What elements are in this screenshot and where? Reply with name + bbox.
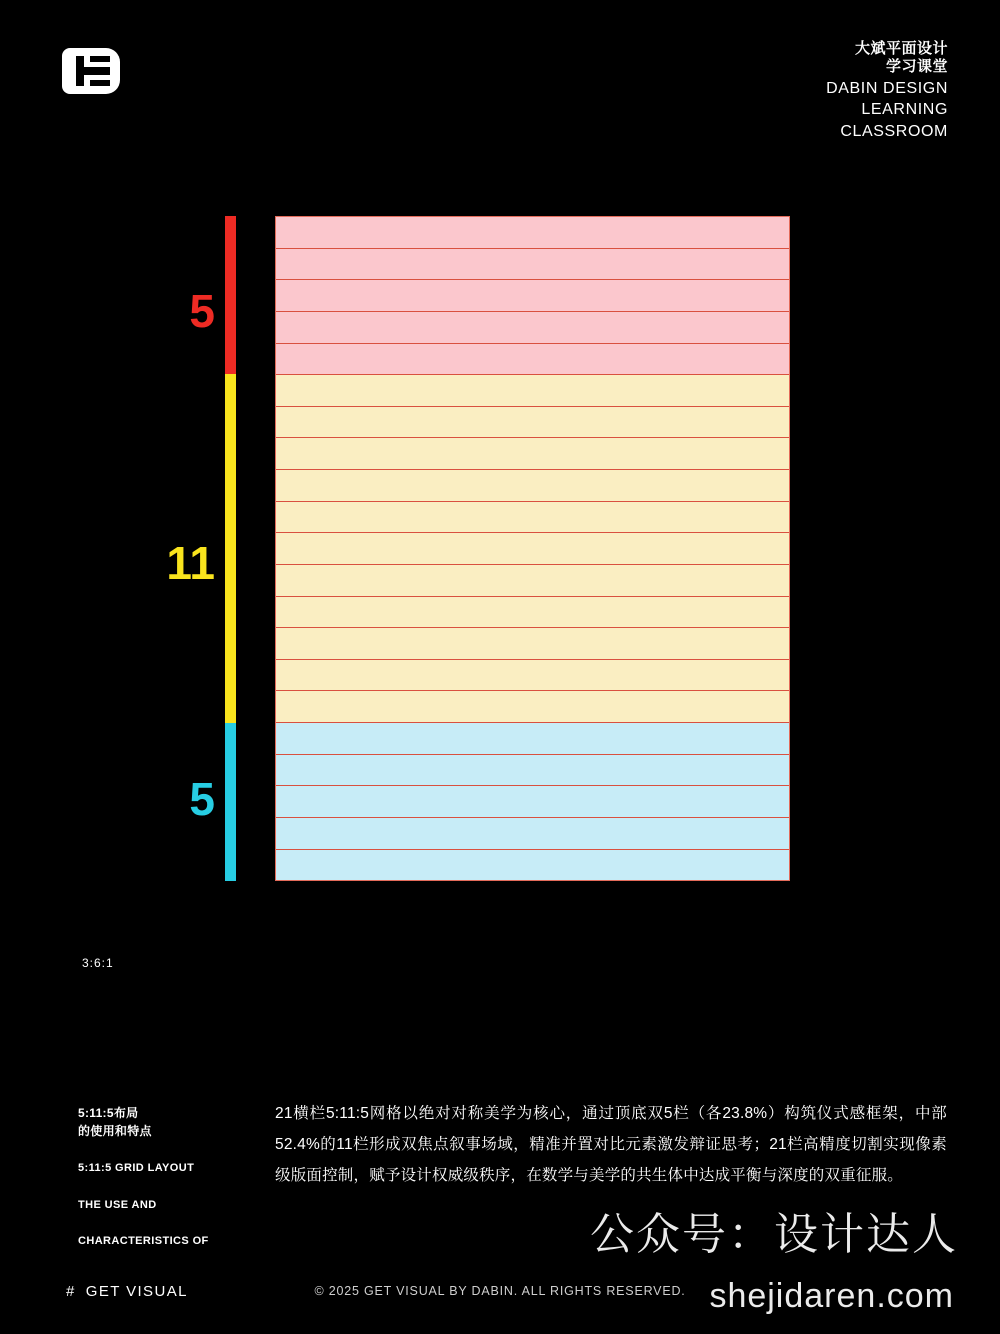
logo-cut-lower bbox=[90, 80, 110, 86]
header-brand-block bbox=[826, 40, 948, 141]
grid-row bbox=[276, 597, 789, 629]
watermark-sub: shejidaren.com bbox=[709, 1277, 954, 1315]
grid-row bbox=[276, 217, 789, 249]
header-en-line-1: DABIN DESIGN bbox=[826, 79, 948, 97]
brand-logo bbox=[62, 48, 120, 94]
grid-row bbox=[276, 375, 789, 407]
grid-row bbox=[276, 723, 789, 755]
header-en-line-3: CLASSROOM bbox=[840, 122, 948, 140]
grid-row bbox=[276, 628, 789, 660]
side-caption-en-line-2: THE USE AND bbox=[78, 1198, 157, 1211]
label-bottom-section: 5 bbox=[189, 773, 215, 825]
footer-copyright: © 2025 GET VISUAL BY DABIN. ALL RIGHTS RESERVED. bbox=[314, 1284, 686, 1298]
grid-row bbox=[276, 786, 789, 818]
header-cn-line-2: 学习课堂 bbox=[885, 58, 948, 76]
grid-row bbox=[276, 691, 789, 723]
section-color-bars bbox=[225, 216, 236, 881]
grid-row bbox=[276, 407, 789, 439]
grid-row bbox=[276, 312, 789, 344]
grid-row bbox=[276, 280, 789, 312]
grid-row bbox=[276, 502, 789, 534]
color-bar-bottom bbox=[225, 723, 236, 881]
hash-icon: # bbox=[66, 1283, 76, 1300]
label-top-section: 5 bbox=[189, 285, 215, 337]
body-paragraph: 21横栏5:11:5网格以绝对对称美学为核心，通过顶底双5栏（各23.8%）构筑仪式感框架，中部52.4%的11栏形成双焦点叙事场域，精准并置对比元素激发辩证思考；21栏高精度切割实现像素级版面控制，赋予设计权威级秩序，在数学与美学的共生体中达成平衡与深度的双重征服。 bbox=[275, 1105, 947, 1184]
grid-rows-container bbox=[275, 216, 790, 881]
grid-row bbox=[276, 660, 789, 692]
grid-row bbox=[276, 344, 789, 376]
grid-row bbox=[276, 438, 789, 470]
logo-cut-upper bbox=[90, 56, 110, 62]
grid-row bbox=[276, 470, 789, 502]
side-caption bbox=[78, 1104, 248, 1250]
watermark-main: 公众号：设计达人 bbox=[590, 1210, 958, 1259]
header-cn-line-1: 大斌平面设计 bbox=[854, 40, 948, 57]
grid-row bbox=[276, 850, 789, 881]
grid-row bbox=[276, 249, 789, 281]
label-middle-section: 11 bbox=[166, 537, 215, 589]
ratio-label: 3:6:1 bbox=[82, 956, 114, 970]
color-bar-middle bbox=[225, 374, 236, 722]
side-caption-cn-line-1: 5:11:5布局 bbox=[78, 1106, 139, 1120]
header-en-line-2: LEARNING bbox=[861, 101, 948, 119]
grid-row bbox=[276, 818, 789, 850]
grid-row bbox=[276, 755, 789, 787]
grid-row bbox=[276, 565, 789, 597]
grid-diagram bbox=[166, 216, 790, 881]
section-labels bbox=[165, 216, 215, 881]
color-bar-top bbox=[225, 216, 236, 374]
logo-cut-middle bbox=[76, 67, 110, 75]
side-caption-en-line-3: CHARACTERISTICS OF bbox=[78, 1235, 209, 1247]
side-caption-cn-line-2: 的使用和特点 bbox=[78, 1124, 152, 1138]
grid-row bbox=[276, 533, 789, 565]
footer-left-label: GET VISUAL bbox=[85, 1283, 188, 1300]
side-caption-en-line-1: 5:11:5 GRID LAYOUT bbox=[78, 1162, 195, 1174]
